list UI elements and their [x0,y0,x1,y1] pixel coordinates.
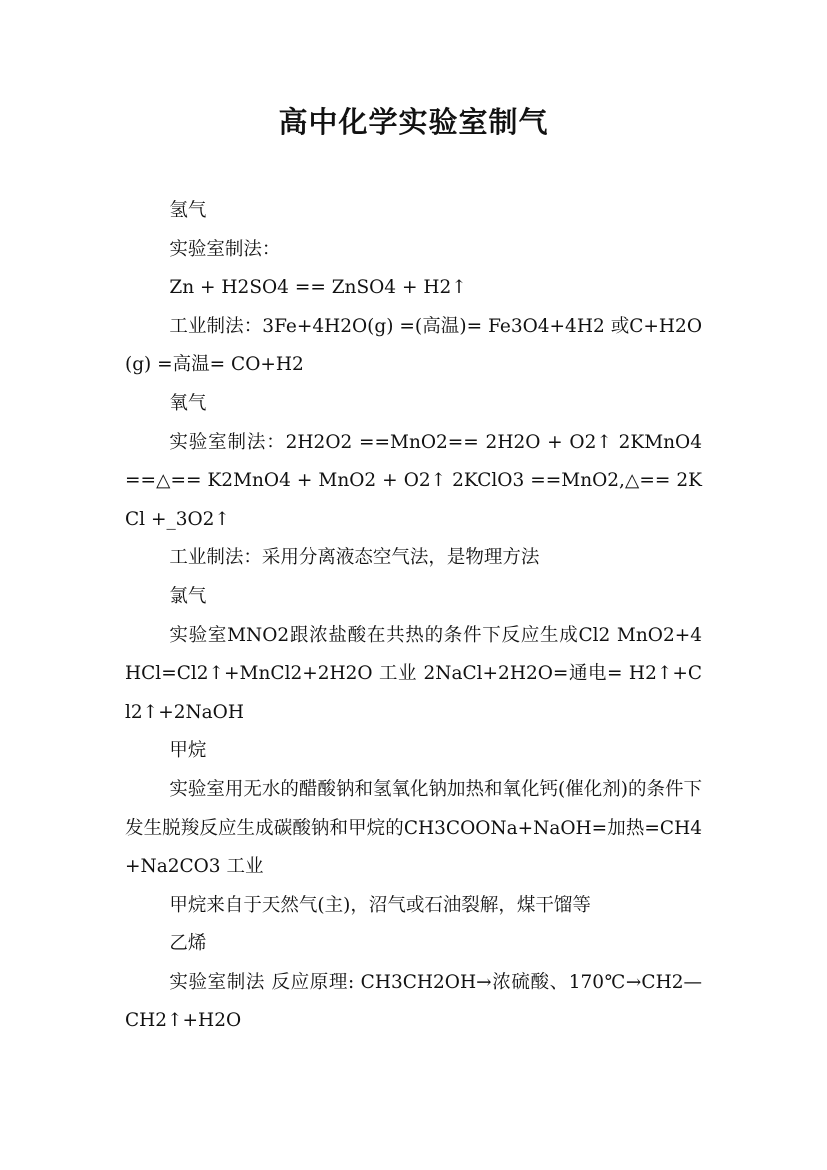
paragraph-hydrogen-industrial: 工业制法：3Fe+4H2O(g) =(高温)= Fe3O4+4H2 或C+H2O(g) =高温= CO+H2 [125,315,702,376]
section-heading-oxygen: 氧气 [169,392,207,414]
paragraph-ethylene-lab: 实验室制法 反应原理: CH3CH2OH→浓硫酸、170℃→CH2—CH2↑+H2O [125,971,702,1032]
paragraph-oxygen-industrial: 工业制法：采用分离液态空气法，是物理方法 [169,547,540,569]
document-body [125,192,702,1041]
section-heading-hydrogen: 氢气 [169,200,207,221]
paragraph-methane-lab: 实验室用无水的醋酸钠和氢氧化钠加热和氧化钙(催化剂)的条件下发生脱羧反应生成碳酸钠和甲烷的CH3COONa+NaOH=加热=CH4+Na2CO3 工业 [125,778,702,878]
section-heading-ethylene: 乙烯 [169,933,207,955]
section-heading-methane: 甲烷 [169,740,207,762]
paragraph-methane-industrial: 甲烷来自于天然气(主)，沼气或石油裂解，煤干馏等 [169,894,591,916]
paragraph-oxygen-lab: 实验室制法：2H2O2 ==MnO2== 2H2O + O2↑ 2KMnO4 ==△== K2MnO4 + MnO2 + O2↑ 2KClO3 ==MnO2,△== 2KCl +_3O2↑ [125,431,702,530]
paragraph-hydrogen-lab-equation: Zn + H2SO4 == ZnSO4 + H2↑ [169,277,467,299]
paragraph-lab-method-label: 实验室制法： [169,238,281,260]
section-heading-chlorine: 氯气 [169,585,207,607]
paragraph-chlorine-methods: 实验室MNO2跟浓盐酸在共热的条件下反应生成Cl2 MnO2+4HCl=Cl2↑+MnCl2+2H2O 工业 2NaCl+2H2O=通电= H2↑+Cl2↑+2NaOH [125,624,702,723]
document-title: 高中化学实验室制气 [278,105,549,139]
